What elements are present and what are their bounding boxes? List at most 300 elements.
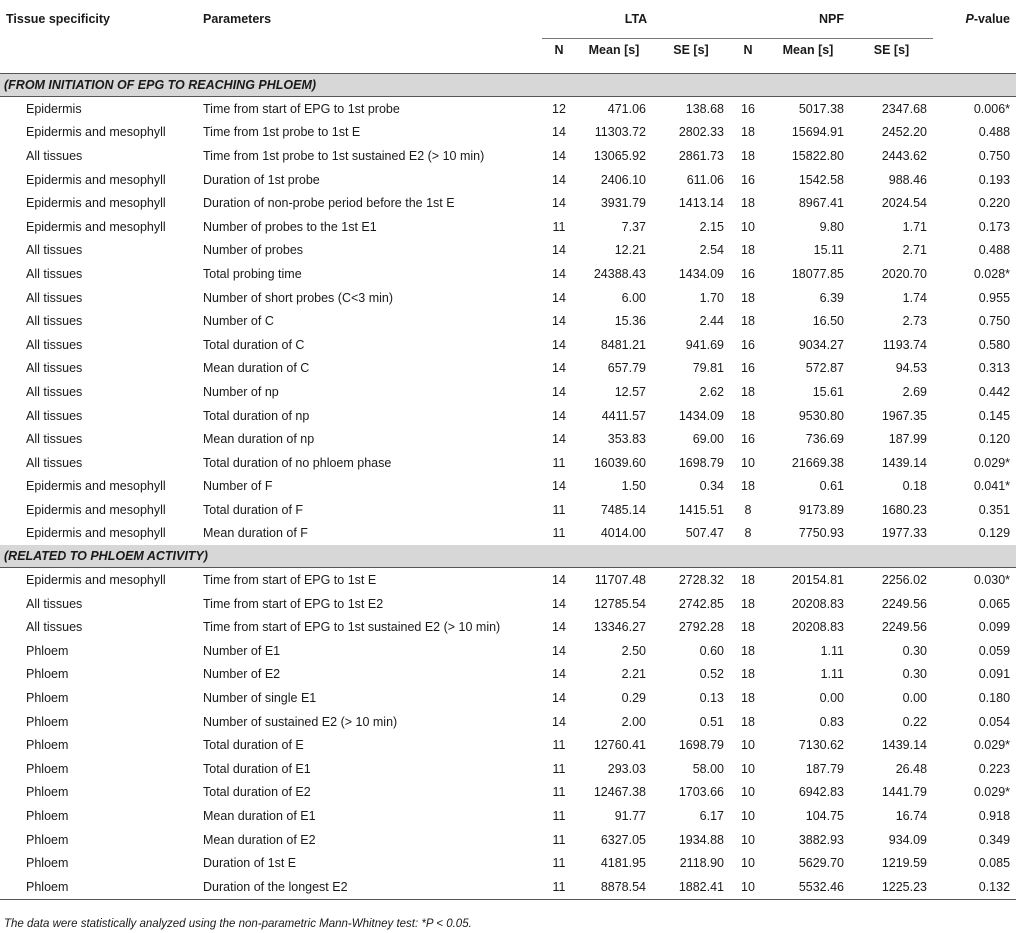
parameter-cell: Time from start of EPG to 1st E2 (203, 596, 384, 611)
tissue-cell: Phloem (0, 875, 197, 899)
lta-mean-cell: 2.21 (621, 667, 646, 682)
parameter-cell: Total duration of np (203, 408, 310, 423)
tissue-cell: Epidermis and mesophyll (26, 573, 166, 588)
table-row (0, 380, 1016, 404)
lta-n-cell: 14 (552, 384, 566, 399)
npf-mean-cell: 572.87 (805, 361, 844, 376)
p-value-cell: 0.029* (973, 455, 1011, 470)
p-value-cell: 0.120 (978, 432, 1011, 447)
parameter-cell: Duration of the longest E2 (197, 875, 542, 899)
p-value-cell: 0.029* (973, 785, 1011, 800)
npf-mean-cell: 0.83 (819, 714, 844, 729)
lta-n-cell: 14 (552, 148, 566, 163)
npf-mean-cell: 0.61 (819, 479, 844, 494)
npf-n-cell: 18 (741, 196, 755, 211)
lta-n-cell: 11 (552, 832, 566, 847)
p-value-cell: 0.313 (978, 361, 1011, 376)
lta-n-cell: 14 (552, 266, 566, 281)
npf-n-cell: 10 (741, 832, 755, 847)
npf-se-cell: 2020.70 (881, 266, 928, 281)
tissue-cell: Phloem (26, 667, 69, 682)
parameter-cell: Time from start of EPG to 1st sustained E2 (> 10 min) (203, 620, 501, 635)
lta-mean-cell: 4014.00 (600, 526, 646, 541)
npf-se-cell: 0.18 (902, 479, 928, 494)
table-row (0, 804, 1016, 828)
section-header-row (0, 74, 1016, 97)
table-row (0, 309, 1016, 333)
npf-mean-cell: 15.11 (813, 243, 844, 258)
table-row (0, 427, 1016, 451)
table-row (0, 828, 1016, 852)
lta-mean-cell: 4411.57 (601, 408, 646, 423)
table-row (0, 757, 1016, 781)
npf-n-cell: 18 (741, 384, 755, 399)
lta-se-cell: 2792.28 (678, 620, 724, 635)
table-row (0, 97, 1016, 121)
lta-n-header: N (542, 39, 576, 74)
table-row (0, 451, 1016, 475)
npf-n-cell: 18 (741, 596, 755, 611)
table-row (0, 191, 1016, 215)
table-row (0, 710, 1016, 734)
p-value-cell: 0.145 (978, 408, 1011, 423)
lta-se-cell: 1415.51 (678, 502, 724, 517)
lta-mean-cell: 471.06 (607, 101, 646, 116)
lta-mean-cell: 293.03 (607, 761, 646, 776)
npf-mean-cell: 104.75 (805, 809, 844, 824)
lta-mean-cell: 7485.14 (600, 502, 646, 517)
parameter-cell: Number of F (203, 479, 273, 494)
p-value-cell: 0.750 (978, 314, 1011, 329)
npf-mean-cell: 20208.83 (791, 596, 844, 611)
lta-mean-cell: 2.50 (621, 643, 646, 658)
npf-mean-cell: 8967.41 (798, 196, 844, 211)
npf-mean-cell: 9034.27 (798, 337, 844, 352)
parameter-cell: Time from start of EPG to 1st probe (203, 101, 400, 116)
parameter-cell: Number of probes to the 1st E1 (203, 219, 377, 234)
lta-mean-cell: 2.00 (621, 714, 646, 729)
table-body (0, 74, 1016, 900)
p-value-cell: 0.132 (933, 875, 1016, 899)
npf-se-cell: 988.46 (888, 172, 928, 187)
lta-n-cell: 14 (552, 243, 566, 258)
npf-n-cell: 16 (741, 172, 755, 187)
lta-se-header: SE [s] (652, 39, 730, 74)
lta-n-cell: 14 (552, 337, 566, 352)
npf-se-cell: 26.48 (895, 761, 928, 776)
tissue-cell: Phloem (26, 856, 69, 871)
tissue-cell: Phloem (26, 761, 69, 776)
parameter-cell: Time from 1st probe to 1st E (203, 125, 361, 140)
npf-mean-cell: 1.11 (820, 667, 844, 682)
tissue-cell: All tissues (26, 384, 83, 399)
lta-mean-cell: 8878.54 (576, 875, 652, 899)
table-row (0, 663, 1016, 687)
header-row-2 (0, 39, 1016, 74)
p-value-cell: 0.006* (973, 101, 1011, 116)
p-value-cell: 0.580 (978, 337, 1011, 352)
lta-n-cell: 12 (552, 101, 566, 116)
lta-se-cell: 2.62 (699, 384, 724, 399)
tissue-cell: Phloem (26, 714, 69, 729)
npf-mean-cell: 9173.89 (798, 502, 844, 517)
npf-n-cell: 18 (741, 714, 755, 729)
lta-se-cell: 2.44 (699, 314, 724, 329)
table-row (0, 498, 1016, 522)
tissue-specificity-header: Tissue specificity (6, 12, 110, 27)
p-value-cell: 0.180 (978, 691, 1011, 706)
lta-se-cell: 0.51 (699, 714, 724, 729)
p-value-cell: 0.750 (978, 148, 1011, 163)
npf-mean-cell: 1542.58 (798, 172, 844, 187)
npf-n-cell: 18 (741, 243, 755, 258)
npf-se-cell: 1439.14 (881, 738, 928, 753)
table-row (0, 733, 1016, 757)
table-row (0, 615, 1016, 639)
lta-n-cell: 14 (552, 172, 566, 187)
p-value-cell: 0.030* (973, 573, 1011, 588)
parameter-cell: Number of np (203, 384, 279, 399)
npf-n-cell: 18 (741, 314, 755, 329)
table-row (0, 851, 1016, 875)
parameter-cell: Number of E1 (203, 643, 281, 658)
lta-se-cell: 941.69 (685, 337, 724, 352)
parameter-cell: Mean duration of E2 (203, 832, 316, 847)
lta-n-cell: 11 (542, 875, 576, 899)
parameter-cell: Duration of 1st E (203, 856, 297, 871)
npf-mean-cell: 9.80 (819, 219, 844, 234)
npf-mean-cell: 20154.81 (791, 573, 844, 588)
table-row (0, 781, 1016, 805)
p-value-cell: 0.091 (978, 667, 1011, 682)
table-row (0, 639, 1016, 663)
section-header-row (0, 545, 1016, 568)
npf-se-cell: 2443.62 (881, 148, 928, 163)
npf-n-cell: 10 (741, 761, 755, 776)
tissue-cell: Epidermis (26, 101, 82, 116)
npf-se-cell: 2249.56 (881, 596, 928, 611)
npf-mean-cell: 6942.83 (798, 785, 844, 800)
lta-n-cell: 14 (552, 620, 566, 635)
npf-mean-cell: 3882.93 (798, 832, 844, 847)
lta-n-cell: 11 (552, 738, 566, 753)
parameter-cell: Number of short probes (C<3 min) (203, 290, 394, 305)
npf-se-cell: 2.69 (902, 384, 928, 399)
parameter-cell: Number of single E1 (203, 691, 317, 706)
lta-mean-cell: 4181.95 (600, 856, 646, 871)
lta-se-cell: 2802.33 (678, 125, 724, 140)
lta-n-cell: 11 (552, 526, 566, 541)
npf-n-cell: 16 (741, 266, 755, 281)
p-value-cell: 0.059 (978, 643, 1011, 658)
lta-se-cell: 0.60 (699, 643, 724, 658)
parameter-cell: Time from 1st probe to 1st sustained E2 (> 10 min) (203, 148, 485, 163)
table-row (0, 357, 1016, 381)
lta-n-cell: 14 (552, 691, 566, 706)
lta-mean-cell: 12.21 (614, 243, 646, 258)
lta-se-cell: 0.34 (699, 479, 724, 494)
lta-se-cell: 611.06 (686, 172, 724, 187)
tissue-cell: All tissues (26, 455, 83, 470)
lta-n-cell: 14 (552, 408, 566, 423)
npf-n-cell: 16 (741, 361, 755, 376)
p-value-cell: 0.054 (978, 714, 1011, 729)
lta-mean-cell: 12.57 (614, 384, 646, 399)
npf-se-cell: 1441.79 (881, 785, 928, 800)
lta-se-cell: 2728.32 (678, 573, 724, 588)
lta-se-cell: 1.70 (699, 290, 724, 305)
lta-se-cell: 2861.73 (678, 148, 724, 163)
lta-mean-cell: 8481.21 (600, 337, 646, 352)
lta-mean-header: Mean [s] (576, 39, 652, 74)
lta-mean-cell: 13065.92 (593, 148, 646, 163)
lta-mean-cell: 16039.60 (593, 455, 646, 470)
tissue-cell: Epidermis and mesophyll (26, 502, 166, 517)
npf-mean-cell: 21669.38 (791, 455, 844, 470)
table-row (0, 239, 1016, 263)
lta-mean-cell: 12785.54 (593, 596, 646, 611)
npf-n-cell: 18 (741, 691, 755, 706)
tissue-cell: All tissues (26, 337, 83, 352)
npf-mean-cell: 1.11 (820, 643, 844, 658)
tissue-cell: Epidermis and mesophyll (26, 219, 166, 234)
table-row (0, 144, 1016, 168)
table-row (0, 592, 1016, 616)
tissue-cell: All tissues (26, 408, 83, 423)
npf-mean-cell: 7130.62 (798, 738, 844, 753)
parameter-cell: Mean duration of E1 (203, 809, 316, 824)
tissue-cell: All tissues (26, 314, 83, 329)
parameter-cell: Duration of 1st probe (203, 172, 320, 187)
lta-se-cell: 58.00 (692, 761, 724, 776)
lta-se-cell: 1698.79 (678, 738, 724, 753)
table-row (0, 333, 1016, 357)
lta-se-cell: 2118.90 (679, 856, 724, 871)
table-row (0, 286, 1016, 310)
p-value-cell: 0.488 (978, 243, 1011, 258)
parameter-cell: Total probing time (203, 266, 302, 281)
parameter-cell: Mean duration of C (203, 361, 310, 376)
tissue-cell: Phloem (26, 738, 69, 753)
npf-se-cell: 934.09 (888, 832, 928, 847)
lta-se-cell: 69.00 (692, 432, 724, 447)
lta-se-cell: 2.54 (699, 243, 724, 258)
lta-n-cell: 11 (552, 856, 566, 871)
tissue-cell: Epidermis and mesophyll (26, 172, 166, 187)
npf-n-cell: 10 (741, 219, 755, 234)
lta-mean-cell: 657.79 (607, 361, 646, 376)
npf-n-cell: 16 (741, 337, 755, 352)
parameter-cell: Number of C (203, 314, 274, 329)
p-value-cell: 0.442 (978, 384, 1011, 399)
npf-se-cell: 1439.14 (881, 455, 928, 470)
p-value-cell: 0.173 (978, 219, 1011, 234)
p-value-cell: 0.029* (973, 738, 1011, 753)
npf-n-cell: 18 (741, 148, 755, 163)
section-title: (RELATED TO PHLOEM ACTIVITY) (0, 545, 1016, 568)
lta-se-cell: 1882.41 (652, 875, 730, 899)
lta-se-cell: 1434.09 (678, 266, 724, 281)
npf-mean-cell: 5532.46 (766, 875, 850, 899)
parameter-cell: Duration of non-probe period before the 1st E (203, 196, 455, 211)
p-value-cell: 0.223 (978, 761, 1011, 776)
tissue-cell: All tissues (26, 243, 83, 258)
lta-n-cell: 11 (552, 502, 566, 517)
lta-n-cell: 14 (552, 196, 566, 211)
npf-n-cell: 10 (741, 809, 755, 824)
npf-mean-cell: 9530.80 (798, 408, 844, 423)
npf-mean-cell: 20208.83 (791, 620, 844, 635)
lta-mean-cell: 15.36 (614, 314, 646, 329)
npf-se-cell: 0.30 (902, 643, 928, 658)
p-value-cell: 0.041* (973, 479, 1011, 494)
parameter-cell: Total duration of E1 (203, 761, 311, 776)
npf-n-cell: 10 (741, 856, 755, 871)
npf-mean-cell: 6.39 (819, 290, 844, 305)
tissue-cell: All tissues (26, 361, 83, 376)
tissue-cell: Phloem (26, 785, 69, 800)
npf-mean-cell: 18077.85 (791, 266, 844, 281)
lta-n-cell: 11 (552, 809, 566, 824)
lta-mean-cell: 6.00 (621, 290, 646, 305)
npf-n-cell: 18 (741, 125, 755, 140)
npf-se-cell: 2.71 (902, 243, 928, 258)
p-value-cell: 0.028* (973, 266, 1011, 281)
npf-mean-cell: 15.61 (812, 384, 844, 399)
lta-se-cell: 0.52 (699, 667, 724, 682)
p-value-cell: 0.099 (978, 620, 1011, 635)
npf-n-cell: 10 (741, 738, 755, 753)
npf-mean-header: Mean [s] (766, 39, 850, 74)
npf-se-cell: 1967.35 (881, 408, 928, 423)
lta-n-cell: 11 (552, 455, 566, 470)
npf-n-cell: 8 (744, 526, 752, 541)
npf-header: NPF (730, 0, 933, 39)
lta-n-cell: 14 (552, 714, 566, 729)
tissue-cell: All tissues (26, 148, 83, 163)
npf-mean-cell: 0.00 (819, 691, 844, 706)
lta-se-cell: 2742.85 (678, 596, 724, 611)
lta-mean-cell: 24388.43 (593, 266, 646, 281)
npf-n-cell: 18 (741, 290, 755, 305)
npf-se-cell: 94.53 (895, 361, 928, 376)
tissue-cell: Epidermis and mesophyll (26, 526, 166, 541)
p-value-cell: 0.918 (978, 809, 1011, 824)
section-title: (FROM INITIATION OF EPG TO REACHING PHLOEM) (0, 74, 1016, 97)
npf-se-cell: 1193.74 (882, 337, 928, 352)
npf-mean-cell: 16.50 (812, 314, 844, 329)
lta-se-cell: 1703.66 (678, 785, 724, 800)
p-value-header-rest: -value (973, 12, 1011, 27)
lta-mean-cell: 12467.38 (593, 785, 646, 800)
parameter-cell: Total duration of E (203, 738, 304, 753)
lta-se-cell: 1934.88 (678, 832, 724, 847)
npf-se-cell: 1680.23 (881, 502, 928, 517)
table-row (0, 215, 1016, 239)
npf-mean-cell: 5017.38 (798, 101, 844, 116)
lta-mean-cell: 3931.79 (600, 196, 646, 211)
npf-mean-cell: 5629.70 (798, 856, 844, 871)
lta-n-cell: 14 (552, 667, 566, 682)
lta-n-cell: 14 (552, 479, 566, 494)
npf-se-cell: 1.74 (902, 290, 928, 305)
parameter-cell: Number of sustained E2 (> 10 min) (203, 714, 398, 729)
lta-mean-cell: 7.37 (621, 219, 646, 234)
npf-se-header: SE [s] (850, 39, 933, 74)
lta-se-cell: 1434.09 (678, 408, 724, 423)
table-row (0, 121, 1016, 145)
lta-n-cell: 11 (552, 219, 566, 234)
p-value-cell: 0.488 (978, 125, 1011, 140)
p-value-header-italic: P (965, 12, 974, 27)
tissue-cell: Epidermis and mesophyll (26, 196, 166, 211)
tissue-cell: All tissues (26, 620, 83, 635)
npf-mean-cell: 15694.91 (791, 125, 844, 140)
tissue-cell: Epidermis and mesophyll (26, 479, 166, 494)
lta-mean-cell: 13346.27 (593, 620, 646, 635)
parameter-cell: Mean duration of F (203, 526, 308, 541)
npf-se-cell: 2347.68 (881, 101, 928, 116)
tissue-cell: All tissues (26, 266, 83, 281)
header-row-1 (0, 0, 1016, 39)
npf-mean-cell: 187.79 (805, 761, 844, 776)
lta-se-cell: 507.47 (685, 526, 724, 541)
lta-n-cell: 14 (552, 314, 566, 329)
tissue-cell: All tissues (26, 432, 83, 447)
npf-n-cell: 18 (741, 573, 755, 588)
lta-se-cell: 0.13 (699, 691, 724, 706)
lta-se-cell: 6.17 (699, 809, 724, 824)
lta-n-cell: 14 (552, 596, 566, 611)
table-row (0, 568, 1016, 592)
parameter-cell: Number of E2 (203, 667, 281, 682)
p-value-cell: 0.085 (978, 856, 1011, 871)
table-row (0, 875, 1016, 899)
lta-se-cell: 1413.14 (678, 196, 724, 211)
lta-se-cell: 1698.79 (678, 455, 724, 470)
lta-se-cell: 79.81 (692, 361, 724, 376)
npf-se-cell: 1977.33 (881, 526, 928, 541)
p-value-header (933, 0, 1016, 39)
p-value-cell: 0.220 (978, 196, 1011, 211)
npf-se-cell: 1.71 (902, 219, 928, 234)
npf-se-cell: 0.22 (902, 714, 928, 729)
npf-se-cell: 1219.59 (881, 856, 928, 871)
npf-mean-cell: 15822.80 (791, 148, 844, 163)
footnote: The data were statistically analyzed using the non-parametric Mann-Whitney test: *P < 0.05. (4, 918, 472, 930)
npf-se-cell: 0.00 (902, 691, 928, 706)
parameter-cell: Total duration of C (203, 337, 305, 352)
table-row (0, 686, 1016, 710)
parameter-cell: Mean duration of np (203, 432, 315, 447)
npf-n-cell: 16 (741, 432, 755, 447)
npf-mean-cell: 736.69 (805, 432, 844, 447)
npf-se-cell: 2452.20 (881, 125, 928, 140)
p-value-cell: 0.065 (978, 596, 1011, 611)
parameter-cell: Total duration of E2 (203, 785, 311, 800)
npf-n-cell: 16 (741, 101, 755, 116)
lta-mean-cell: 353.83 (607, 432, 646, 447)
lta-n-cell: 14 (552, 290, 566, 305)
tissue-cell: Phloem (26, 832, 69, 847)
lta-mean-cell: 11707.48 (594, 573, 646, 588)
lta-se-cell: 2.15 (699, 219, 724, 234)
tissue-cell: Phloem (26, 643, 69, 658)
p-value-cell: 0.193 (978, 172, 1011, 187)
npf-se-cell: 2256.02 (881, 573, 928, 588)
lta-se-cell: 138.68 (685, 101, 724, 116)
lta-n-cell: 14 (552, 573, 566, 588)
